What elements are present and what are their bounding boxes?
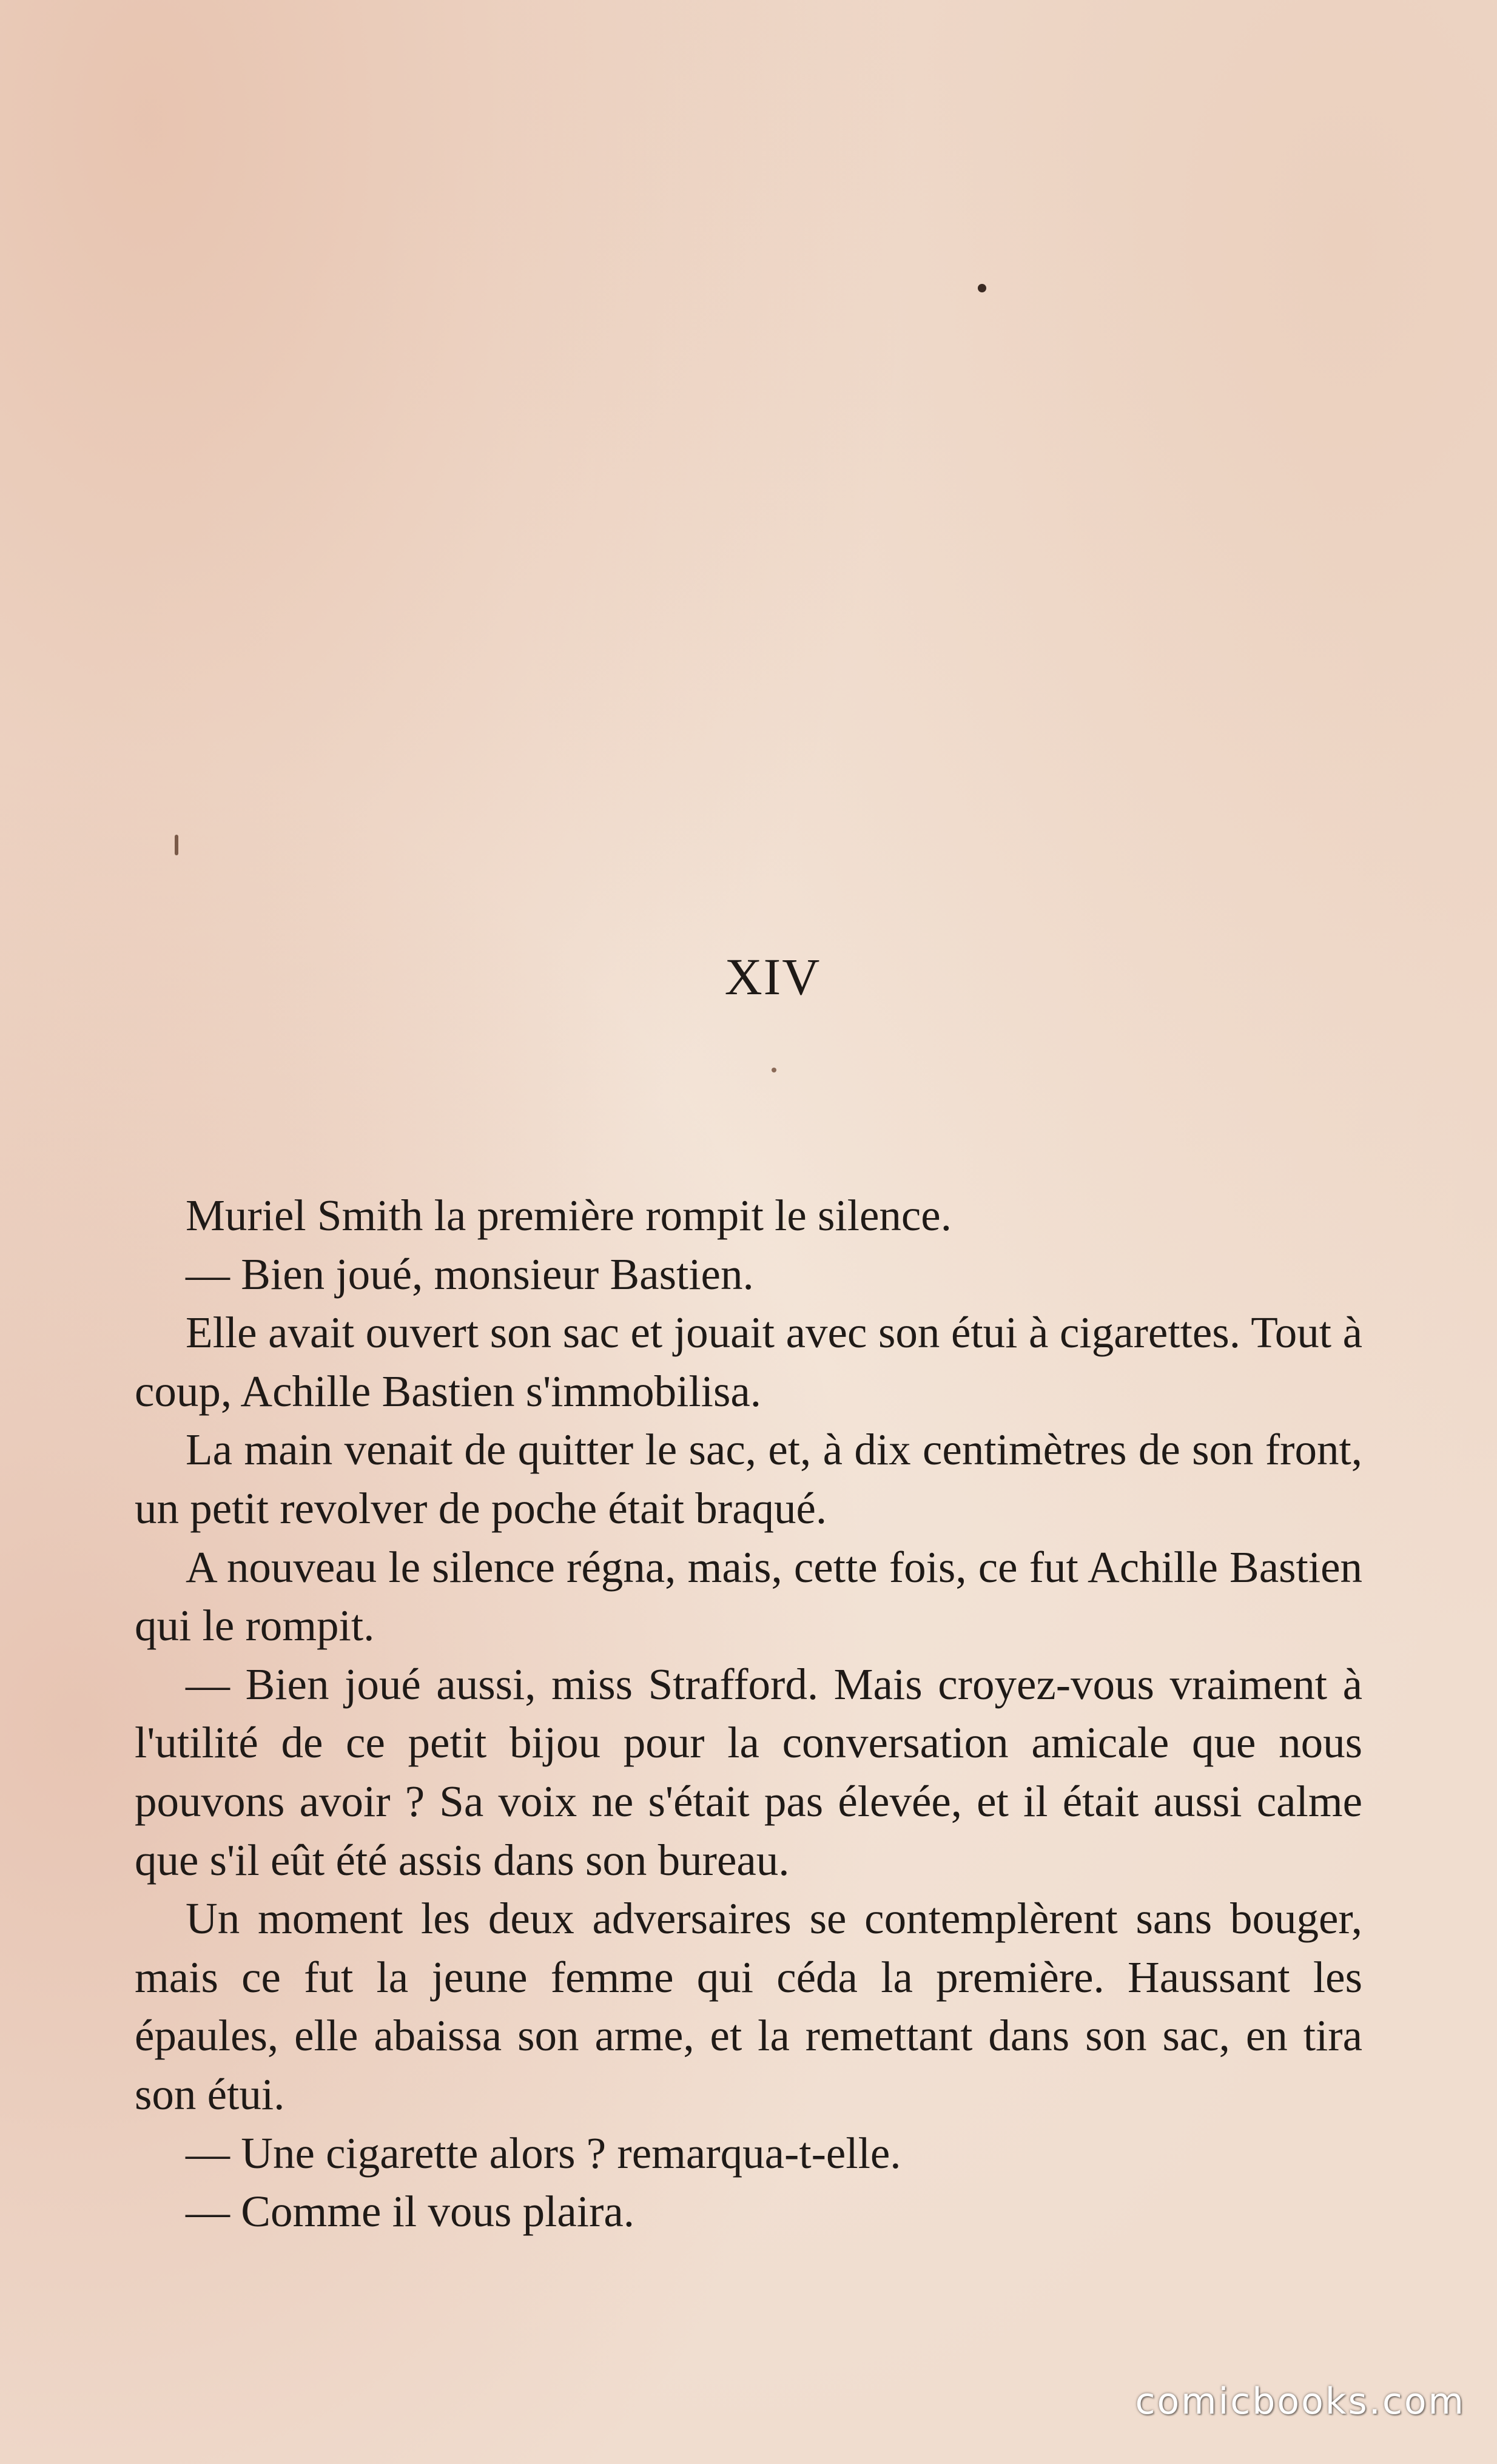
site-watermark: comicbooks.com: [1135, 2380, 1465, 2423]
paragraph: — Bien joué, monsieur Bastien.: [186, 1249, 754, 1299]
paragraph: — Bien joué aussi, miss Strafford. Mais croyez-vous vraiment à l'utilité de ce petit bijou pour la conversation amicale que nous pouvons avoir ? Sa voix ne s'était pas élevée, et il était aussi calme que s'il eût été assis dans son bureau.: [135, 1659, 1362, 1885]
paragraph: — Une cigarette alors ? remarqua-t-elle.: [186, 2128, 901, 2178]
paragraph: Muriel Smith la première rompit le silence.: [186, 1191, 952, 1240]
paragraph: — Comme il vous plaira.: [186, 2187, 635, 2237]
ink-speck: [978, 284, 986, 292]
chapter-text: [135, 1187, 1362, 2241]
paragraph: La main venait de quitter le sac, et, à dix centimètres de son front, un petit revolver de poche était braqué.: [135, 1425, 1362, 1533]
paragraph: Un moment les deux adversaires se contemplèrent sans bouger, mais ce fut la jeune femme qui céda la première. Haussant les épaules, elle abaissa son arme, et la remettant dans son sac, en tira son étui.: [135, 1894, 1362, 2119]
ink-speck: [772, 1068, 776, 1072]
chapter-heading: XIV: [724, 948, 821, 1006]
ink-speck: [175, 835, 178, 855]
paragraph: A nouveau le silence régna, mais, cette fois, ce fut Achille Bastien qui le rompit.: [135, 1542, 1362, 1651]
paragraph: Elle avait ouvert son sac et jouait avec son étui à cigarettes. Tout à coup, Achille Bastien s'immobilisa.: [135, 1308, 1362, 1416]
